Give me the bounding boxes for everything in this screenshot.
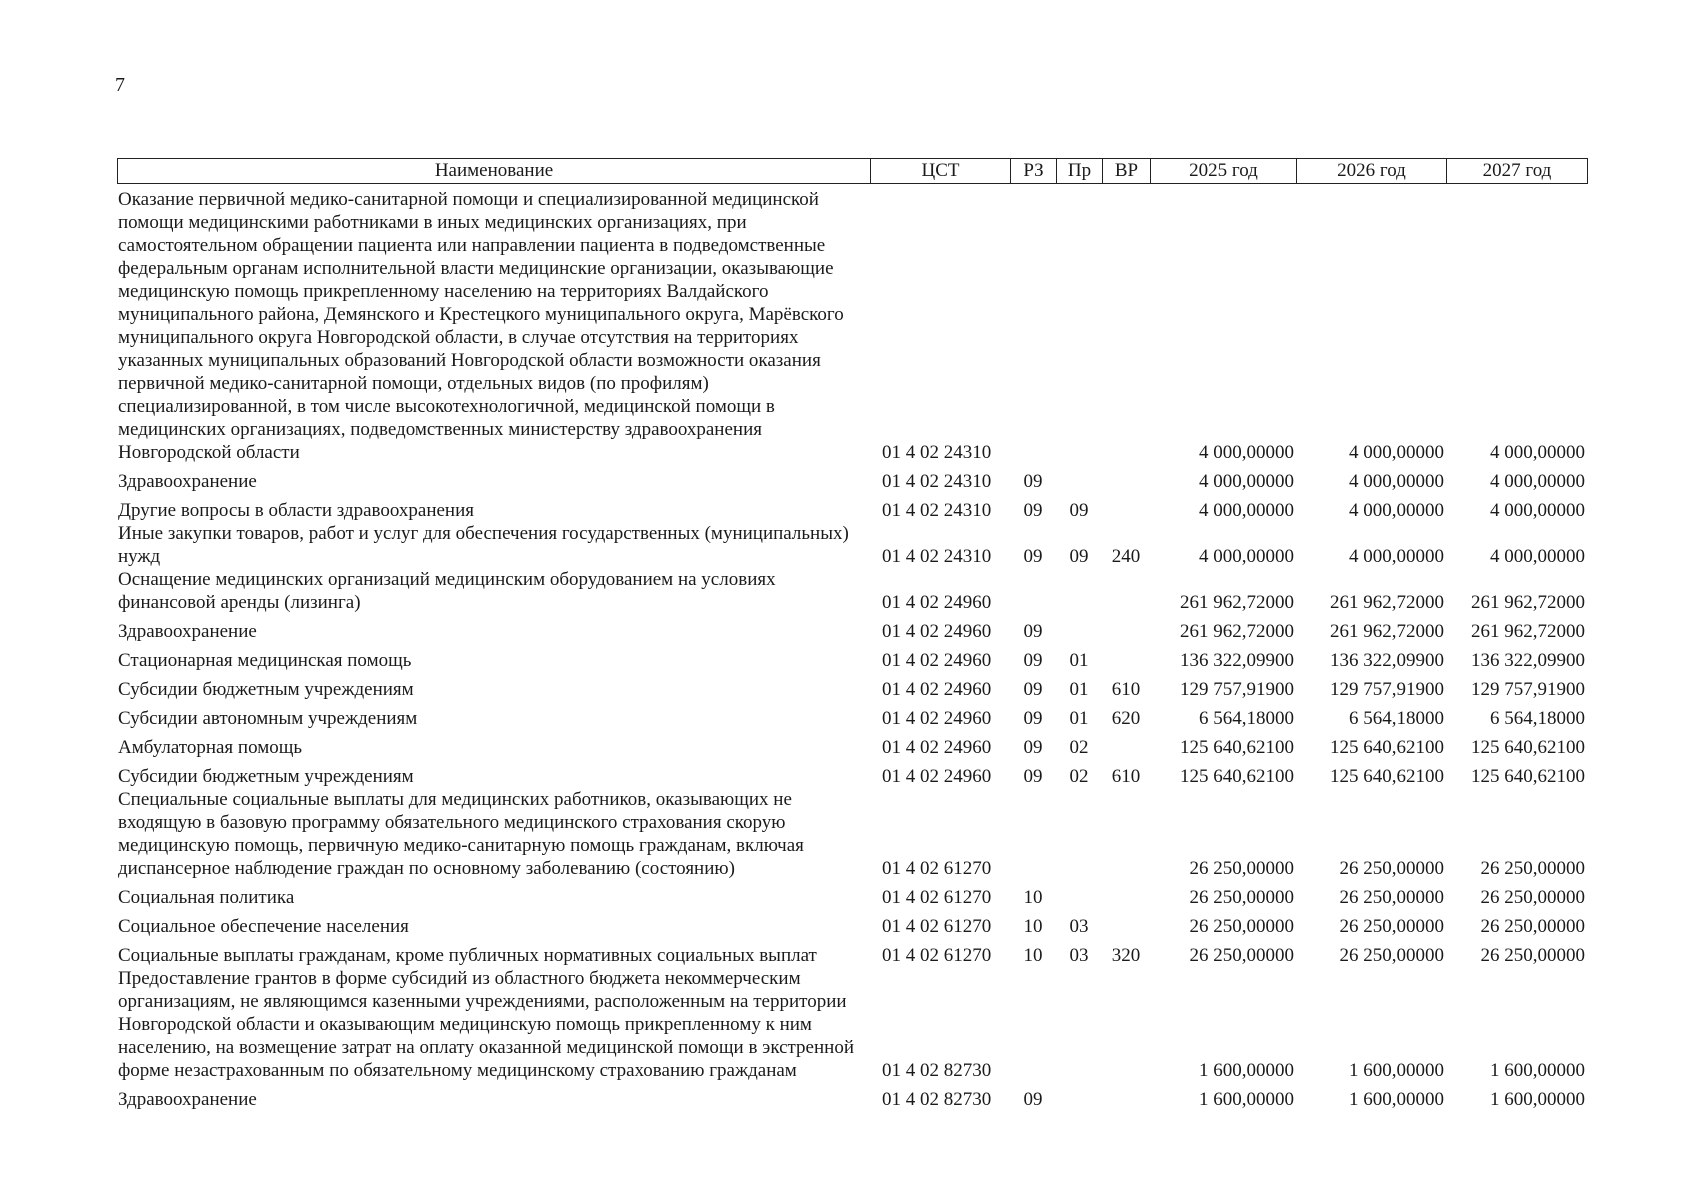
table-row: [117, 493, 1587, 522]
row-amount-2025: 136 322,09900: [1180, 650, 1294, 671]
table-row: [117, 730, 1587, 759]
row-amount-2027: 261 962,72000: [1471, 592, 1585, 613]
budget-table: [117, 188, 1587, 1111]
row-vr: 610: [1111, 766, 1141, 787]
row-rz: 09: [1023, 546, 1043, 567]
row-amount-2026: 26 250,00000: [1339, 887, 1444, 908]
row-vr: 320: [1111, 945, 1141, 966]
header-cst: ЦСТ: [871, 159, 1011, 184]
row-name: Оказание первичной медико-санитарной помощи и специализированной медицинской помощи медицинскими работниками в иных медицинских организациях, при самостоятельном обращении пациента или направлении пациента в подведомственные федеральным органам исполнительной власти медицинские организации, оказывающие медицинскую помощь прикрепленному населению на территориях Валдайского муниципального района, Демянского и Крестецкого муниципального округа, Марёвского муниципального округа Новгородской области, в случае отсутствия на территориях указанных муниципальных образований Новгородской области возможности оказания первичной медико-санитарной помощи, отдельных видов (по профилям) специализированной, в том числе высокотехнологичной, медицинской помощи в медицинских организациях, подведомственных министерству здравоохранения Новгородской области: [118, 189, 844, 463]
row-amount-2027: 129 757,91900: [1471, 679, 1585, 700]
row-name: Другие вопросы в области здравоохранения: [118, 500, 475, 521]
row-vr: 610: [1111, 679, 1141, 700]
row-name: Здравоохранение: [118, 1089, 257, 1110]
table-row: [117, 614, 1587, 643]
row-pr: [1056, 967, 1102, 1082]
row-name: Субсидии бюджетным учреждениям: [118, 679, 414, 700]
row-pr: 03: [1069, 945, 1089, 966]
table-row: [117, 967, 1587, 1082]
row-vr: [1102, 643, 1150, 672]
row-amount-2027: 1 600,00000: [1490, 1089, 1585, 1110]
row-vr: [1102, 730, 1150, 759]
row-rz: [1010, 788, 1056, 880]
table-row: [117, 759, 1587, 788]
row-rz: 09: [1023, 737, 1043, 758]
row-rz: 09: [1023, 1089, 1043, 1110]
row-amount-2026: 136 322,09900: [1330, 650, 1444, 671]
row-pr: 01: [1069, 708, 1089, 729]
row-vr: [1102, 464, 1150, 493]
row-amount-2025: 1 600,00000: [1199, 1089, 1294, 1110]
row-rz: 09: [1023, 621, 1043, 642]
row-vr: 240: [1111, 546, 1141, 567]
row-amount-2026: 4 000,00000: [1349, 471, 1444, 492]
row-amount-2026: 4 000,00000: [1349, 500, 1444, 521]
row-amount-2025: 4 000,00000: [1199, 500, 1294, 521]
row-cst: 01 4 02 24310: [882, 442, 992, 463]
row-amount-2026: 26 250,00000: [1339, 916, 1444, 937]
table-row: [117, 880, 1587, 909]
row-pr: [1056, 788, 1102, 880]
page-number: 7: [115, 74, 125, 96]
row-amount-2026: 1 600,00000: [1349, 1060, 1444, 1081]
table-row: [117, 1082, 1587, 1111]
row-vr: [1102, 967, 1150, 1082]
row-amount-2026: 6 564,18000: [1349, 708, 1444, 729]
row-amount-2026: 4 000,00000: [1349, 546, 1444, 567]
row-cst: 01 4 02 24960: [882, 766, 992, 787]
row-pr: [1056, 1082, 1102, 1111]
row-cst: 01 4 02 61270: [882, 945, 992, 966]
row-amount-2025: 261 962,72000: [1180, 621, 1294, 642]
row-name: Субсидии автономным учреждениям: [118, 708, 418, 729]
row-cst: 01 4 02 24960: [882, 708, 992, 729]
row-amount-2026: 125 640,62100: [1330, 766, 1444, 787]
row-pr: 02: [1069, 766, 1089, 787]
row-amount-2025: 261 962,72000: [1180, 592, 1294, 613]
row-amount-2025: 4 000,00000: [1199, 546, 1294, 567]
row-rz: 09: [1023, 708, 1043, 729]
row-vr: [1102, 614, 1150, 643]
row-amount-2025: 26 250,00000: [1189, 887, 1294, 908]
row-pr: [1056, 568, 1102, 614]
row-name: Иные закупки товаров, работ и услуг для обеспечения государственных (муниципальных) нужд: [118, 523, 849, 567]
row-name: Оснащение медицинских организаций медицинским оборудованием на условиях финансовой аренды (лизинга): [118, 569, 776, 613]
row-amount-2027: 4 000,00000: [1490, 471, 1585, 492]
table-row: [117, 643, 1587, 672]
row-amount-2026: 125 640,62100: [1330, 737, 1444, 758]
row-cst: 01 4 02 61270: [882, 858, 992, 879]
row-vr: [1102, 188, 1150, 464]
row-amount-2027: 4 000,00000: [1490, 442, 1585, 463]
row-rz: 09: [1023, 471, 1043, 492]
row-rz: 09: [1023, 650, 1043, 671]
header-pr: Пр: [1057, 159, 1103, 184]
row-amount-2027: 4 000,00000: [1490, 500, 1585, 521]
row-vr: [1102, 493, 1150, 522]
row-vr: [1102, 880, 1150, 909]
row-pr: [1056, 880, 1102, 909]
row-cst: 01 4 02 82730: [882, 1060, 992, 1081]
row-name: Стационарная медицинская помощь: [118, 650, 412, 671]
row-rz: 09: [1023, 500, 1043, 521]
row-amount-2026: 26 250,00000: [1339, 945, 1444, 966]
row-cst: 01 4 02 61270: [882, 887, 992, 908]
row-amount-2027: 1 600,00000: [1490, 1060, 1585, 1081]
row-cst: 01 4 02 24310: [882, 546, 992, 567]
row-amount-2027: 26 250,00000: [1480, 858, 1585, 879]
row-rz: 09: [1023, 679, 1043, 700]
row-cst: 01 4 02 24310: [882, 471, 992, 492]
row-cst: 01 4 02 24960: [882, 621, 992, 642]
row-name: Субсидии бюджетным учреждениям: [118, 766, 414, 787]
table-row: [117, 522, 1587, 568]
row-pr: 03: [1069, 916, 1089, 937]
row-name: Предоставление грантов в форме субсидий из областного бюджета некоммерческим организациям, не являющимся казенными учреждениями, расположенным на территории Новгородской области и оказывающим медицинскую помощь прикрепленному к ним населению, на возмещение затрат на оплату оказанной медицинской помощи в экстренной форме незастрахованным по обязательному медицинскому страхованию гражданам: [118, 968, 854, 1081]
row-amount-2027: 136 322,09900: [1471, 650, 1585, 671]
row-amount-2025: 26 250,00000: [1189, 916, 1294, 937]
row-name: Социальные выплаты гражданам, кроме публичных нормативных социальных выплат: [118, 945, 817, 966]
row-pr: [1056, 614, 1102, 643]
row-amount-2026: 261 962,72000: [1330, 621, 1444, 642]
row-amount-2026: 4 000,00000: [1349, 442, 1444, 463]
row-amount-2025: 125 640,62100: [1180, 737, 1294, 758]
table-row: [117, 188, 1587, 464]
header-2026: 2026 год: [1297, 159, 1447, 184]
row-name: Здравоохранение: [118, 621, 257, 642]
row-name: Социальная политика: [118, 887, 295, 908]
row-pr: 09: [1069, 546, 1089, 567]
row-amount-2025: 129 757,91900: [1180, 679, 1294, 700]
row-pr: 09: [1069, 500, 1089, 521]
row-amount-2025: 125 640,62100: [1180, 766, 1294, 787]
table-row: [117, 701, 1587, 730]
row-cst: 01 4 02 24960: [882, 679, 992, 700]
row-amount-2025: 26 250,00000: [1189, 945, 1294, 966]
row-cst: 01 4 02 82730: [882, 1089, 992, 1110]
row-amount-2026: 26 250,00000: [1339, 858, 1444, 879]
row-name: Амбулаторная помощь: [118, 737, 303, 758]
row-cst: 01 4 02 24960: [882, 650, 992, 671]
row-amount-2026: 261 962,72000: [1330, 592, 1444, 613]
row-amount-2025: 4 000,00000: [1199, 442, 1294, 463]
row-rz: 10: [1023, 945, 1043, 966]
row-name: Здравоохранение: [118, 471, 257, 492]
header-rz: РЗ: [1011, 159, 1057, 184]
row-rz: [1010, 967, 1056, 1082]
row-cst: 01 4 02 24960: [882, 737, 992, 758]
table-row: [117, 788, 1587, 880]
row-vr: 620: [1111, 708, 1141, 729]
row-rz: [1010, 188, 1056, 464]
row-rz: 09: [1023, 766, 1043, 787]
row-pr: 01: [1069, 650, 1089, 671]
row-rz: [1010, 568, 1056, 614]
table-row: [117, 672, 1587, 701]
header-row: [118, 159, 1588, 184]
row-name: Специальные социальные выплаты для медицинских работников, оказывающих не входящую в базовую программу обязательного медицинского страхования скорую медицинскую помощь, первичную медико-санитарную помощь гражданам, включая диспансерное наблюдение граждан по основному заболеванию (состоянию): [118, 789, 804, 879]
row-cst: 01 4 02 61270: [882, 916, 992, 937]
row-pr: [1056, 464, 1102, 493]
row-amount-2025: 6 564,18000: [1199, 708, 1294, 729]
header-2027: 2027 год: [1447, 159, 1588, 184]
row-pr: [1056, 188, 1102, 464]
row-name: Социальное обеспечение населения: [118, 916, 409, 937]
header-vr: ВР: [1103, 159, 1151, 184]
row-amount-2027: 261 962,72000: [1471, 621, 1585, 642]
header-2025: 2025 год: [1151, 159, 1297, 184]
row-amount-2027: 125 640,62100: [1471, 737, 1585, 758]
row-vr: [1102, 909, 1150, 938]
row-rz: 10: [1023, 916, 1043, 937]
row-vr: [1102, 788, 1150, 880]
row-amount-2027: 26 250,00000: [1480, 887, 1585, 908]
table-row: [117, 464, 1587, 493]
row-amount-2025: 1 600,00000: [1199, 1060, 1294, 1081]
row-amount-2027: 26 250,00000: [1480, 945, 1585, 966]
row-amount-2027: 4 000,00000: [1490, 546, 1585, 567]
row-amount-2026: 1 600,00000: [1349, 1089, 1444, 1110]
row-vr: [1102, 1082, 1150, 1111]
row-amount-2027: 6 564,18000: [1490, 708, 1585, 729]
row-vr: [1102, 568, 1150, 614]
table-row: [117, 909, 1587, 938]
table-header: [117, 158, 1588, 184]
row-amount-2027: 26 250,00000: [1480, 916, 1585, 937]
row-pr: 02: [1069, 737, 1089, 758]
row-cst: 01 4 02 24310: [882, 500, 992, 521]
row-amount-2025: 26 250,00000: [1189, 858, 1294, 879]
table-row: [117, 568, 1587, 614]
row-cst: 01 4 02 24960: [882, 592, 992, 613]
row-amount-2025: 4 000,00000: [1199, 471, 1294, 492]
row-amount-2026: 129 757,91900: [1330, 679, 1444, 700]
row-amount-2027: 125 640,62100: [1471, 766, 1585, 787]
row-rz: 10: [1023, 887, 1043, 908]
table-row: [117, 938, 1587, 967]
header-name: Наименование: [118, 159, 871, 184]
row-pr: 01: [1069, 679, 1089, 700]
